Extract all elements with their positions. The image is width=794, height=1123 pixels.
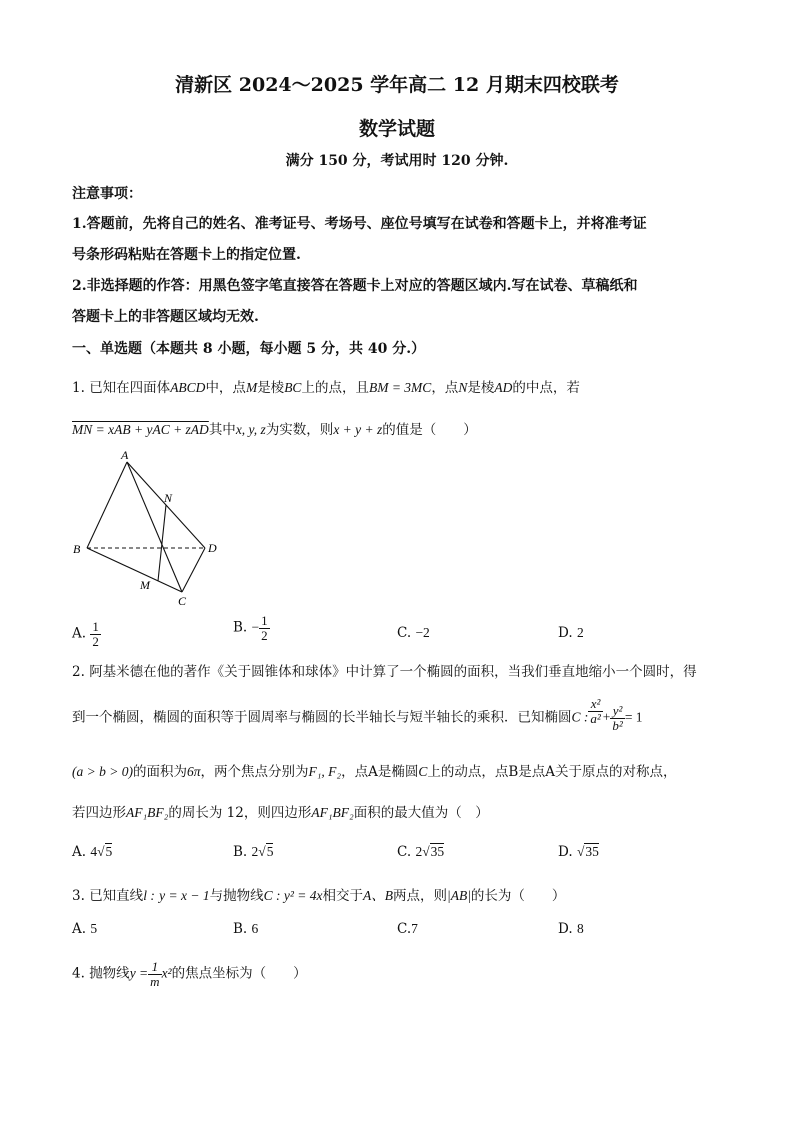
q3-ab: A、B — [362, 888, 393, 903]
vertex-label-c: C — [178, 594, 187, 608]
notes-item2-line2: 答题卡上的非答题区域均无效. — [72, 309, 259, 325]
q1-text: 是棱 — [257, 380, 285, 396]
q2-line1 — [72, 660, 697, 680]
q1-bc: BC — [284, 380, 302, 395]
q2-c: C — [418, 764, 428, 779]
tetrahedron-figure — [60, 445, 230, 615]
option-label: B. — [233, 921, 248, 937]
score-info: 满分 150 分，考试用时 120 分钟. — [285, 153, 509, 169]
frac-num: y² — [610, 704, 624, 719]
option-label: B. — [233, 844, 248, 860]
q1-option-a[interactable] — [72, 620, 101, 648]
exam-subtitle: 数学试题 — [358, 118, 435, 140]
q2-option-d[interactable]: D. √35 — [558, 844, 599, 860]
q1-abcd: ABCD — [170, 380, 206, 395]
q3-line-eq: y = x − 1 — [159, 888, 210, 903]
q2-area: 6π — [186, 764, 201, 779]
option-radicand: 35 — [430, 844, 445, 859]
q1-text: 上的点，且 — [301, 380, 369, 396]
q2-line4 — [72, 801, 489, 821]
q2-text: 阿基米德在他的著作《关于圆锥体和球体》中计算了一个椭圆的面积，当我们垂直地缩小一个圆时，得 — [89, 664, 697, 680]
q3-number: 3. — [72, 888, 85, 904]
option-value: 8 — [576, 921, 584, 936]
q1-text: 的中点，若 — [512, 380, 580, 396]
q3-text: 两点，则 — [392, 888, 447, 904]
option-label: A. — [72, 844, 87, 860]
option-value: 2 — [576, 625, 584, 640]
q2-number: 2. — [72, 664, 85, 680]
q1-ad: AD — [494, 380, 513, 395]
option-sign: − — [251, 619, 260, 635]
option-value: 5 — [90, 921, 98, 936]
frac-den: b² — [612, 717, 623, 733]
frac-den: 2 — [261, 627, 268, 643]
frac-num: x² — [588, 697, 602, 712]
q1-text: 中，点 — [205, 380, 246, 396]
notes-item1-line1: 1.答题前，先将自己的姓名、准考证号、考场号、座位号填写在试卷和答题卡上，并将准考证 — [72, 216, 647, 232]
point-label-n: N — [164, 491, 173, 505]
vertex-label-a: A — [121, 448, 129, 462]
frac-num: 1 — [92, 619, 99, 634]
q3-abs-ab: |AB| — [446, 888, 471, 903]
q2-quad: AF₁BF₂ — [311, 805, 354, 820]
exam-title: 清新区 2024～2025 学年高二 12 月期末四校联考 — [175, 74, 619, 96]
option-value: −2 — [415, 625, 430, 640]
vertex-label-b: B — [73, 542, 81, 556]
q1-text: 其中 — [208, 422, 236, 438]
q2-text: 上的动点，点B是点A关于原点的对称点， — [427, 764, 677, 780]
q1-line1 — [72, 376, 580, 396]
q4-rhs: x² — [161, 965, 172, 981]
option-value: 6 — [251, 921, 259, 936]
frac-num: 1 — [148, 960, 161, 975]
option-radicand: 5 — [105, 844, 113, 859]
q2-text: 的面积为 — [132, 764, 187, 780]
q2-text: 面积的最大值为（ ） — [353, 805, 489, 821]
q2-ellipse-c: C : — [571, 709, 589, 725]
option-label: A. — [72, 625, 87, 642]
q2-text: 到一个椭圆，椭圆的面积等于圆周率与椭圆的长半轴长与短半轴长的乘积．已知椭圆 — [72, 709, 572, 726]
notes-item1-line2: 号条形码粘贴在答题卡上的指定位置. — [72, 247, 301, 263]
q1-line2 — [72, 418, 477, 438]
q2-option-b[interactable]: B. 2√5 — [233, 844, 274, 860]
option-label: D. — [558, 844, 573, 860]
q2-quad: AF₁BF₂ — [126, 805, 169, 820]
option-label: D. — [558, 625, 573, 641]
q2-line2 — [72, 696, 643, 733]
q1-xyz: x, y, z — [235, 422, 266, 437]
q1-text: 是棱 — [467, 380, 495, 396]
q3-parabola: C : y² = 4x — [263, 888, 323, 903]
q1-n: N — [458, 380, 468, 395]
q2-text: ，点A是椭圆 — [341, 764, 419, 780]
q1-text: 为实数，则 — [265, 422, 334, 438]
q1-text: 已知在四面体 — [89, 380, 171, 396]
section-heading: 一、单选题（本题共 8 小题，每小题 5 分，共 40 分.） — [72, 341, 426, 357]
option-coef: 4 — [90, 844, 98, 859]
q3-text: 与抛物线 — [209, 888, 264, 904]
frac-den: a² — [590, 710, 601, 726]
q1-option-b[interactable] — [233, 614, 270, 642]
option-radicand: 5 — [266, 844, 274, 859]
q4-number: 4. — [72, 965, 85, 982]
q1-eq: BM = 3MC — [368, 380, 432, 395]
q3-text: 相交于 — [322, 888, 363, 904]
q3-text: 已知直线 — [89, 888, 144, 904]
q2-line3 — [72, 760, 677, 780]
q1-option-c[interactable] — [397, 625, 430, 641]
q4-text: 的焦点坐标为（ ） — [171, 965, 307, 982]
q1-m: M — [245, 380, 258, 395]
option-label: C. — [397, 921, 412, 937]
q1-number: 1. — [72, 380, 85, 396]
vertex-label-d: D — [208, 541, 217, 555]
option-label: C. — [397, 625, 412, 641]
q2-plus: + — [602, 709, 611, 725]
q3-option-c[interactable] — [397, 921, 418, 937]
q3-text: 的长为（ ） — [470, 888, 566, 904]
point-label-m: M — [140, 578, 150, 592]
q4-line1 — [72, 960, 307, 988]
q4-text: 抛物线 — [89, 965, 130, 982]
notes-heading: 注意事项： — [72, 186, 142, 202]
option-label: C. — [397, 844, 412, 860]
q3-line1 — [72, 884, 565, 904]
frac-den: 2 — [92, 633, 99, 649]
q2-option-a[interactable]: A. 4√5 — [72, 844, 113, 860]
q1-text: ，点 — [431, 380, 459, 396]
q2-text: 的周长为 12，则四边形 — [168, 805, 312, 821]
q2-foci: F₁, F₂ — [308, 764, 342, 779]
q2-text: 若四边形 — [72, 805, 126, 821]
option-label: A. — [72, 921, 87, 937]
frac-num: 1 — [261, 613, 268, 628]
q3-option-b[interactable] — [233, 921, 258, 937]
frac-den: m — [150, 973, 160, 989]
q2-option-c[interactable]: C. 2√35 — [397, 844, 445, 860]
option-value: 7 — [411, 921, 418, 936]
q1-text: 的值是（ ） — [382, 422, 477, 438]
q3-option-d[interactable] — [558, 921, 584, 937]
q2-condition: (a > b > 0) — [72, 764, 133, 779]
option-label: D. — [558, 921, 573, 937]
option-label: B. — [233, 619, 248, 636]
option-coef: 2 — [251, 844, 259, 859]
q2-text: ，两个焦点分别为 — [200, 764, 309, 780]
q1-sum: x + y + z — [333, 422, 383, 437]
option-radicand: 35 — [585, 844, 599, 859]
q1-option-d[interactable] — [558, 625, 584, 641]
notes-item2-line1: 2.非选择题的作答：用黑色签字笔直接答在答题卡上对应的答题区域内.写在试卷、草稿纸和 — [72, 278, 638, 294]
q1-vector-eq: MN = xAB + yAC + zAD — [72, 422, 209, 437]
q2-equals: = 1 — [624, 709, 643, 725]
q3-line-l: l : — [143, 888, 155, 903]
option-coef: 2 — [415, 844, 423, 859]
q4-lhs: y = — [129, 965, 149, 981]
q3-option-a[interactable] — [72, 921, 97, 937]
